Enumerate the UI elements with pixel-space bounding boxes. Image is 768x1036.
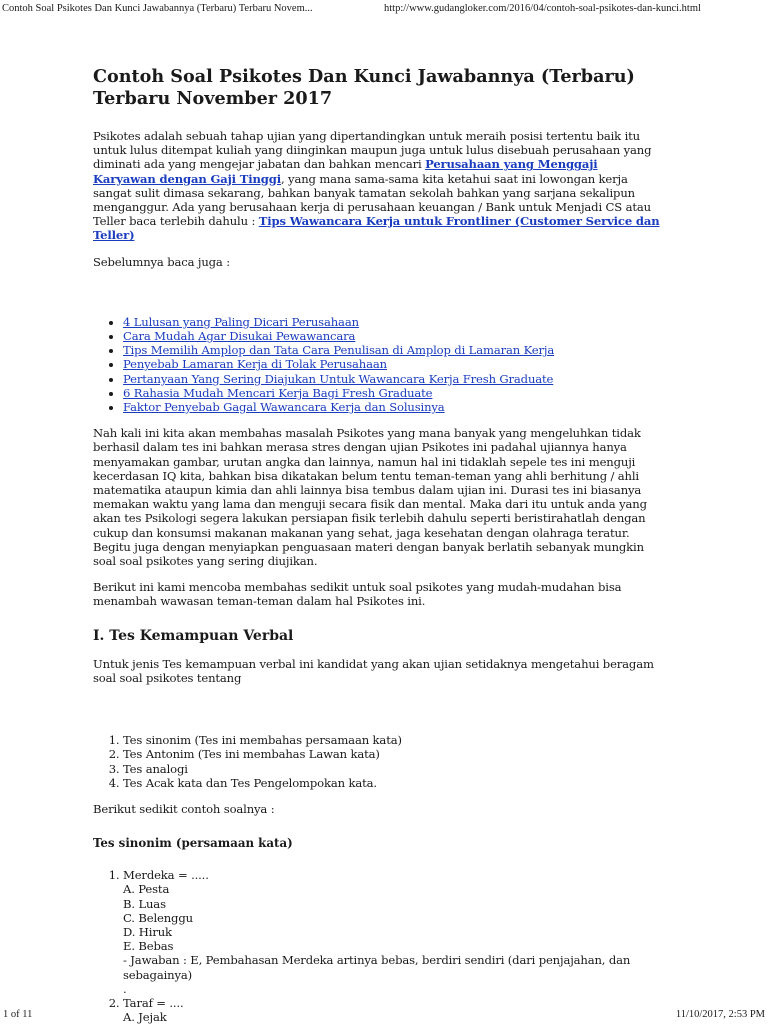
page-url: http://www.gudangloker.com/2016/04/contoh-soal-psikotes-dan-kunci.html [384,3,701,14]
print-datetime: 11/10/2017, 2:53 PM [675,1009,765,1020]
section-intro: Untuk jenis Tes kemampuan verbal ini kandidat yang akan ujian setidaknya mengetahui beragam soal soal psikotes tentang [93,656,654,685]
related-link[interactable]: Tips Memilih Amplop dan Tata Cara Penulisan di Amplop di Lamaran Kerja [123,343,555,358]
question-text: Merdeka = ..... [123,868,209,883]
related-links-list [93,315,663,414]
related-link-item [123,400,663,414]
related-link-item [123,386,663,400]
test-type-item: 2. Tes Antonim (Tes ini membahas Lawan kata) [123,747,663,761]
link-tips-wawancara-frontliner[interactable]: Tips Wawancara Kerja untuk Frontliner (Customer Service dan Teller) [93,214,660,243]
option-item: B. Luas [123,896,166,911]
related-link[interactable]: Pertanyaan Yang Sering Diajukan Untuk Wawancara Kerja Fresh Graduate [123,371,554,386]
article [93,66,663,1036]
article-title: Contoh Soal Psikotes Dan Kunci Jawabannya (Terbaru) Terbaru November 2017 [93,66,635,109]
related-link-item [123,329,663,343]
question-item [123,868,663,996]
options-list [123,882,663,996]
page-tab-title: Contoh Soal Psikotes Dan Kunci Jawabannya (Terbaru) Terbaru Novem... [2,3,313,14]
question-text: Taraf = .... [123,995,184,1010]
intro-paragraph [93,129,663,243]
test-type-item: 4. Tes Acak kata dan Tes Pengelompokan kata. [123,776,663,790]
see-also-label: Sebelumnya baca juga : [93,254,230,269]
subsection-heading: Tes sinonim (persamaan kata) [93,836,293,851]
print-header [0,0,768,16]
page-counter: 1 of 11 [3,1009,33,1020]
related-link[interactable]: 4 Lulusan yang Paling Dicari Perusahaan [123,314,359,329]
answer-dot: . [123,981,127,996]
option-item: E. Bebas [123,939,174,954]
body-paragraph: Berikut ini kami mencoba membahas sedikit untuk soal psikotes yang mudah-mudahan bisa menambah wawasan teman-teman dalam hal Psikotes ini. [93,580,622,609]
related-link-item [123,343,663,357]
related-link[interactable]: Cara Mudah Agar Disukai Pewawancara [123,329,356,344]
test-type-item: 3. Tes analogi [123,762,663,776]
intro-text-1: Psikotes adalah sebuah tahap ujian yang dipertandingkan untuk meraih posisi tertentu baik itu untuk lulus ditempat kuliah yang diinginkan maupun juga untuk lulus disebuah perusahaan yang diminati ada yang mengejar jabatan dan bahkan mencari [93,129,652,172]
related-link[interactable]: Penyebab Lamaran Kerja di Tolak Perusahaan [123,357,387,372]
link-perusahaan-gaji-tinggi[interactable]: Perusahaan yang Menggaji Karyawan dengan Gaji Tinggi [93,157,598,186]
question-list [93,868,663,1024]
intro-text-2: , yang mana sama-sama kita ketahui saat ini lowongan kerja sangat sulit dimasa sekarang, bahkan banyak tamatan sekolah bahkan yang sarjana sekalipun menganggur. Ada yang berusahaan kerja di perusahaan keuangan / Bank untuk Menjadi CS atau Teller baca terlebih dahulu : [93,171,651,229]
test-type-item: 1. Tes sinonim (Tes ini membahas persamaan kata) [123,733,663,747]
examples-intro: Berikut sedikit contoh soalnya : [93,801,275,816]
print-footer [0,1006,768,1024]
option-item: D. Hiruk [123,924,172,939]
answer-text: - Jawaban : E, Pembahasan Merdeka artinya bebas, berdiri sendiri (dari penjajahan, dan sebagainya) [123,953,631,982]
related-link-item [123,372,663,386]
related-link[interactable]: 6 Rahasia Mudah Mencari Kerja Bagi Fresh Graduate [123,385,433,400]
section-heading: I. Tes Kemampuan Verbal [93,627,294,644]
body-paragraph: Nah kali ini kita akan membahas masalah Psikotes yang mana banyak yang mengeluhkan tidak berhasil dalam tes ini bahkan merasa stres dengan ujian Psikotes ini padahal ujiannya hanya menyamakan gambar, urutan angka dan lainnya, namun hal ini tidaklah sepele tes ini menguji kecerdasan IQ kita, bahkan bisa dikatakan belum tentu teman-teman yang ahli berhitung / ahli matematika ataupun kimia dan ahli lainnya bisa tembus dalam ujian ini. Durasi tes ini biasanya memakan waktu yang lama dan menguji secara fisik dan mental. Maka dari itu untuk anda yang akan tes Psikologi segera lakukan persiapan fisik terlebih dahulu seperti beristirahatlah dengan cukup dan konsumsi makanan makanan yang sehat, jaga kesehatan dengan olahraga teratur. Begitu juga dengan menyiapkan penguasaan materi dengan banyak berlatih sebanyak mungkin soal soal psikotes yang sering diujikan. [93,426,647,569]
spacer [93,281,663,315]
related-link[interactable]: Faktor Penyebab Gagal Wawancara Kerja dan Solusinya [123,400,445,415]
related-link-item [123,357,663,371]
option-item: C. Belenggu [123,910,193,925]
test-types-list [93,733,663,790]
related-link-item [123,315,663,329]
option-item: A. Jejak [123,1010,167,1025]
spacer [93,697,663,733]
option-item: A. Pesta [123,882,170,897]
